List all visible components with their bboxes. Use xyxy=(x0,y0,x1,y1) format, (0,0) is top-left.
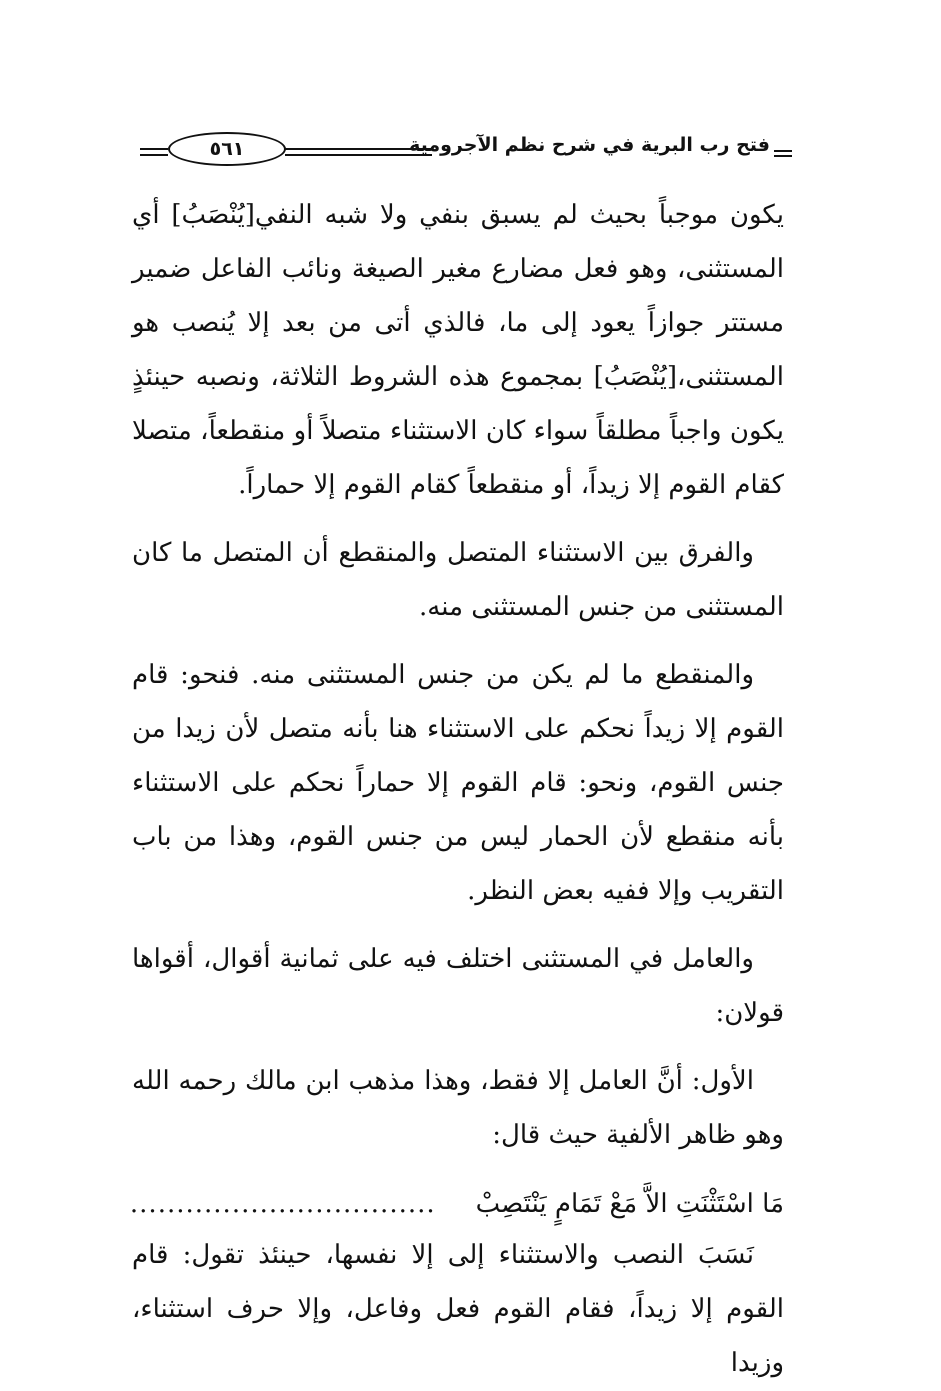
verse-second-hemistich: ................................. xyxy=(129,1189,436,1219)
poetry-verse xyxy=(129,1180,784,1228)
paragraph: والمنقطع ما لم يكن من جنس المستثنى منه. فنحو: قام القوم إلا زيداً نحكم على الاستثناء هنا بأنه متصل لأن زيدا من جنس القوم، ونحو: قام القوم إلا حماراً نحكم على الاستثناء بأنه منقطع لأن الحمار ليس من جنس القوم، وهذا من باب التقريب وإلا ففيه بعض النظر. xyxy=(132,660,784,906)
paragraph: نَسَبَ النصب والاستثناء إلى إلا نفسها، حينئذ تقول: قام القوم إلا زيداً، فقام القوم فعل وفاعل، وإلا حرف استثناء، وزيدا xyxy=(132,1240,784,1378)
verse-first-hemistich: مَا اسْتَثْنَتِ الاَّ مَعْ تَمَامٍ يَنْتَصِبْ xyxy=(475,1189,784,1219)
paragraph: والفرق بين الاستثناء المتصل والمنقطع أن المتصل ما كان المستثنى من جنس المستثنى منه. xyxy=(132,538,784,622)
header-rule-left xyxy=(140,148,168,156)
book-title: فتح رب البرية في شرح نظم الآجرومية xyxy=(409,134,770,156)
paragraph: والعامل في المستثنى اختلف فيه على ثمانية أقوال، أقواها قولان: xyxy=(132,944,784,1028)
paragraph: يكون موجباً بحيث لم يسبق بنفي ولا شبه النفي[يُنْصَبُ] أي المستثنى، وهو فعل مضارع مغير الصيغة ونائب الفاعل ضمير مستتر جوازاً يعود إلى ما، فالذي أتى من بعد إلا يُنصب هو المستثنى،[يُنْصَبُ] بمجموع هذه الشروط الثلاثة، ونصبه حينئذٍ يكون واجباً مطلقاً سواء كان الاستثناء متصلاً أو منقطعاً، متصلا كقام القوم إلا زيداً، أو منقطعاً كقام القوم إلا حماراً. xyxy=(132,200,784,500)
paragraph: الأول: أنَّ العامل إلا فقط، وهذا مذهب ابن مالك رحمه الله وهو ظاهر الألفية حيث قال: xyxy=(132,1066,784,1150)
header-dash xyxy=(774,150,792,157)
page-body xyxy=(129,188,784,1390)
page-number: ٥٦١ xyxy=(168,132,286,166)
header-rule xyxy=(285,148,432,156)
running-header xyxy=(140,128,792,170)
